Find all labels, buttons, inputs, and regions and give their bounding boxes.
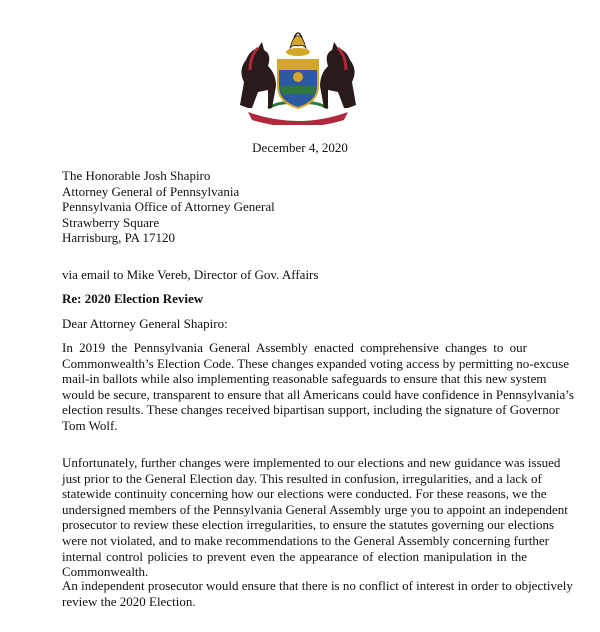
pennsylvania-coat-of-arms-icon [228,30,368,125]
paragraph-2 [62,455,568,580]
paragraph-line: statewide continuity concerning how our elections were conducted. For these reasons, we the [62,486,547,502]
paragraph-line: Unfortunately, further changes were implemented to our elections and new guidance was issued [62,455,561,470]
paragraph-line: Commonwealth. [62,564,149,580]
paragraph-line: just prior to the General Election day. This resulted in confusion, irregularities, and a lack of [62,470,542,486]
paragraph-line: internal control policies to prevent even the appearance of election manipulation in the [62,548,527,564]
paragraph-line: An independent prosecutor would ensure that there is no conflict of interest in order to objectively [62,578,573,593]
recipient-title: Attorney General of Pennsylvania [62,183,240,199]
paragraph-line: In 2019 the Pennsylvania General Assembly enacted comprehensive changes to our [62,340,527,355]
paragraph-line: Tom Wolf. [62,417,118,433]
paragraph-line: mail-in ballots while also implementing reasonable safeguards to ensure that this new system [62,371,547,387]
recipient-city: Harrisburg, PA 17120 [62,230,176,246]
recipient-street: Strawberry Square [62,214,160,230]
paragraph-3 [62,578,573,609]
paragraph-line: election results. These changes received bipartisan support, including the signature of Governor [62,402,560,418]
subject-line: Re: 2020 Election Review [62,291,204,306]
recipient-office: Pennsylvania Office of Attorney General [62,199,275,215]
paragraph-line: review the 2020 Election. [62,593,196,609]
paragraph-1 [62,340,574,434]
paragraph-line: undersigned members of the Pennsylvania General Assembly urge you to appoint an independent [62,501,568,517]
recipient-address [62,168,275,246]
paragraph-line: would be secure, transparent to ensure that all Americans could have confidence in Pennsylvania’s [62,386,574,402]
recipient-name: The Honorable Josh Shapiro [62,168,211,183]
paragraph-line: prosecutor to review these election irregularities, to ensure the statutes governing our elections [62,517,555,533]
paragraph-line: were not violated, and to make recommendations to the General Assembly concerning further [62,532,549,548]
paragraph-line: Commonwealth’s Election Code. These changes expanded voting access by permitting no-excuse [62,355,569,371]
salutation: Dear Attorney General Shapiro: [62,316,228,331]
letter-date: December 4, 2020 [252,140,348,155]
delivery-note: via email to Mike Vereb, Director of Gov. Affairs [62,267,319,282]
